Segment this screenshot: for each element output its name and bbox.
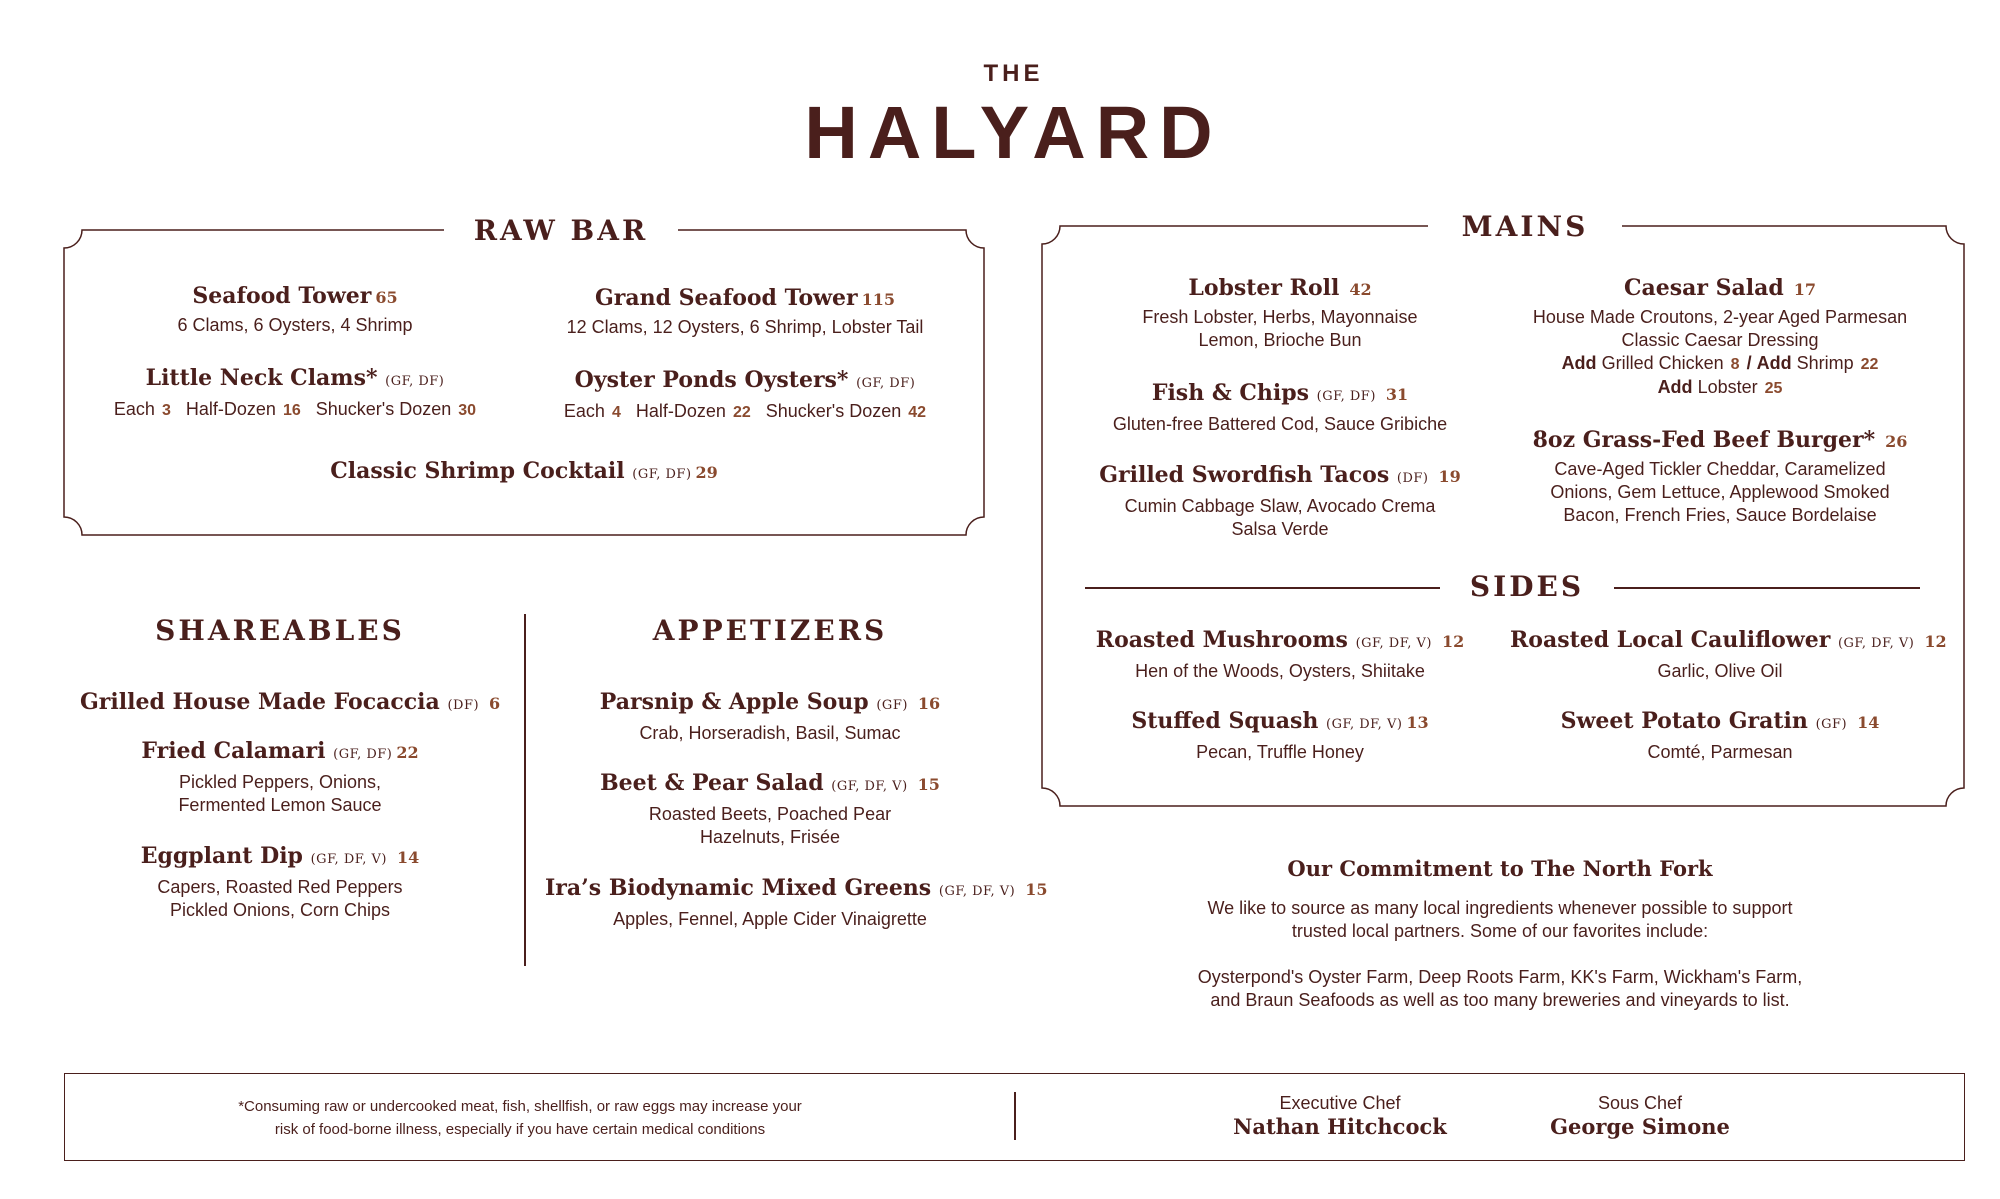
item-tag: (DF) xyxy=(1396,471,1429,486)
item-name: Beet & Pear Salad xyxy=(600,770,824,796)
sous-chef xyxy=(1500,1093,1780,1139)
addon-name: Lobster xyxy=(1697,377,1758,397)
item-price: 29 xyxy=(695,463,718,482)
portion-price: 22 xyxy=(732,404,751,421)
item-tag: (GF, DF, V) xyxy=(938,884,1016,899)
item-name: Caesar Salad xyxy=(1623,275,1784,301)
addon-price: 8 xyxy=(1730,356,1740,373)
item-price: 6 xyxy=(489,694,501,713)
item-desc: Apples, Fennel, Apple Cider Vinaigrette xyxy=(613,909,927,929)
shareables-appetizers-divider xyxy=(524,614,526,966)
biodynamic-mixed-greens xyxy=(545,874,1048,931)
item-name: Lobster Roll xyxy=(1188,275,1340,301)
item-name: Little Neck Clams* xyxy=(145,365,378,391)
item-price: 65 xyxy=(375,288,398,307)
item-name: Oyster Ponds Oysters* xyxy=(574,367,849,393)
portion-label: Half-Dozen xyxy=(185,399,276,419)
item-tag: (DF) xyxy=(447,698,480,713)
item-tag: (GF, DF) xyxy=(1316,389,1376,404)
sweet-potato-gratin xyxy=(1520,707,1920,764)
item-tag: (GF) xyxy=(876,698,908,713)
grilled-swordfish-tacos xyxy=(1080,461,1480,541)
logo-halyard: HALYARD xyxy=(804,91,1223,174)
executive-chef xyxy=(1200,1093,1480,1139)
beet-pear-salad xyxy=(570,769,970,849)
parsnip-apple-soup xyxy=(570,688,970,745)
item-price: 12 xyxy=(1924,632,1947,651)
lobster-roll xyxy=(1090,274,1470,352)
addon-price: 25 xyxy=(1764,380,1783,397)
commitment-title: Our Commitment to The North Fork xyxy=(1287,856,1713,881)
portion-label: Each xyxy=(113,399,155,419)
item-name: Fish & Chips xyxy=(1151,380,1309,406)
item-price: 13 xyxy=(1406,713,1429,732)
sides-title: SIDES xyxy=(1440,570,1614,603)
item-desc: Gluten-free Battered Cod, Sauce Gribiche xyxy=(1112,414,1448,434)
item-price: 15 xyxy=(1025,880,1048,899)
item-desc: Comté, Parmesan xyxy=(1647,742,1793,762)
item-price: 19 xyxy=(1438,467,1461,486)
item-desc: Lemon, Brioche Bun xyxy=(1198,330,1362,350)
commitment-section xyxy=(1120,856,1880,1012)
addon-name: Shrimp xyxy=(1796,353,1854,373)
shareables-title: SHAREABLES xyxy=(150,614,410,647)
chef-name: George Simone xyxy=(1550,1114,1730,1139)
portion-price: 30 xyxy=(458,402,477,419)
item-desc: 12 Clams, 12 Oysters, 6 Shrimp, Lobster Tail xyxy=(566,317,924,337)
logo-the: THE xyxy=(983,60,1044,87)
fish-and-chips xyxy=(1080,379,1480,436)
footer-divider xyxy=(1014,1092,1016,1140)
item-name: 8oz Grass-Fed Beef Burger* xyxy=(1532,427,1876,453)
item-name: Fried Calamari xyxy=(141,738,326,764)
item-price: 12 xyxy=(1441,632,1465,651)
portion-label: Shucker's Dozen xyxy=(765,401,902,421)
oyster-ponds-oysters xyxy=(555,366,935,424)
fried-calamari xyxy=(80,737,480,817)
chef-role: Executive Chef xyxy=(1279,1093,1401,1113)
item-desc: Fresh Lobster, Herbs, Mayonnaise xyxy=(1142,307,1418,327)
caesar-salad xyxy=(1510,274,1930,400)
item-price: 22 xyxy=(396,743,419,762)
item-price: 14 xyxy=(1857,713,1880,732)
item-name: Roasted Local Cauliflower xyxy=(1510,627,1831,653)
item-price: 16 xyxy=(917,694,941,713)
item-desc: Capers, Roasted Red Peppers xyxy=(157,877,403,897)
item-desc: Hazelnuts, Frisée xyxy=(699,827,841,847)
item-desc: Roasted Beets, Poached Pear xyxy=(648,804,892,824)
grand-seafood-tower xyxy=(545,284,945,339)
item-desc: Garlic, Olive Oil xyxy=(1657,661,1783,681)
item-tag: (GF, DF) xyxy=(856,376,916,391)
roasted-mushrooms xyxy=(1080,626,1480,683)
add-label: Add xyxy=(1561,353,1597,373)
item-desc: Pickled Peppers, Onions, xyxy=(178,772,382,792)
chef-role: Sous Chef xyxy=(1597,1093,1683,1113)
item-price: 15 xyxy=(917,775,940,794)
disclaimer-line: *Consuming raw or undercooked meat, fish, shellfish, or raw eggs may increase your xyxy=(238,1098,802,1115)
little-neck-clams xyxy=(100,364,490,422)
addon-separator: / xyxy=(1746,353,1752,373)
item-name: Parsnip & Apple Soup xyxy=(599,689,869,715)
item-name: Stuffed Squash xyxy=(1131,708,1319,734)
item-desc: Fermented Lemon Sauce xyxy=(178,795,382,815)
mains-title: MAINS xyxy=(1428,210,1622,243)
item-tag: (GF, DF) xyxy=(385,374,445,389)
item-desc: Onions, Gem Lettuce, Applewood Smoked xyxy=(1550,482,1890,502)
add-label: Add xyxy=(1756,353,1792,373)
item-price: 42 xyxy=(1349,280,1372,299)
disclaimer-line: risk of food-borne illness, especially if you have certain medical conditions xyxy=(274,1121,766,1138)
item-name: Grand Seafood Tower xyxy=(594,285,858,311)
grilled-house-focaccia xyxy=(80,688,501,720)
commitment-text: We like to source as many local ingredients whenever possible to support xyxy=(1207,898,1793,918)
item-tag: (GF, DF, V) xyxy=(310,852,387,867)
item-price: 14 xyxy=(396,848,420,867)
item-price: 26 xyxy=(1885,432,1908,451)
item-desc: Pickled Onions, Corn Chips xyxy=(169,900,391,920)
add-label: Add xyxy=(1657,377,1693,397)
classic-shrimp-cocktail xyxy=(324,457,724,489)
item-name: Sweet Potato Gratin xyxy=(1560,708,1808,734)
item-tag: (GF, DF) xyxy=(632,467,692,482)
addon-name: Grilled Chicken xyxy=(1601,353,1724,373)
item-desc: Salsa Verde xyxy=(1231,519,1329,539)
portion-label: Shucker's Dozen xyxy=(315,399,452,419)
item-name: Ira’s Biodynamic Mixed Greens xyxy=(545,875,932,901)
raw-bar-title: RAW BAR xyxy=(444,214,678,247)
portion-label: Each xyxy=(563,401,605,421)
commitment-text: and Braun Seafoods as well as too many breweries and vineyards to list. xyxy=(1210,990,1790,1010)
portion-price: 4 xyxy=(611,404,621,421)
appetizers-title: APPETIZERS xyxy=(630,614,910,647)
item-name: Roasted Mushrooms xyxy=(1095,627,1348,653)
item-tag: (GF, DF, V) xyxy=(1326,717,1403,732)
item-desc: Classic Caesar Dressing xyxy=(1621,330,1819,350)
eggplant-dip xyxy=(80,842,480,922)
item-desc: Crab, Horseradish, Basil, Sumac xyxy=(639,723,901,743)
item-desc: Bacon, French Fries, Sauce Bordelaise xyxy=(1563,505,1877,525)
item-desc: Cave-Aged Tickler Cheddar, Caramelized xyxy=(1554,459,1886,479)
item-desc: House Made Croutons, 2-year Aged Parmesan xyxy=(1532,307,1908,327)
item-desc: Hen of the Woods, Oysters, Shiitake xyxy=(1135,661,1425,681)
item-price: 115 xyxy=(861,290,896,309)
item-tag: (GF, DF, V) xyxy=(1837,636,1915,651)
seafood-tower xyxy=(140,282,450,337)
commitment-text: trusted local partners. Some of our favorites include: xyxy=(1291,921,1709,941)
item-desc: Cumin Cabbage Slaw, Avocado Crema xyxy=(1124,496,1436,516)
chef-name: Nathan Hitchcock xyxy=(1233,1114,1447,1139)
item-desc: Pecan, Truffle Honey xyxy=(1196,742,1364,762)
item-name: Seafood Tower xyxy=(192,283,372,309)
portion-price: 3 xyxy=(161,402,171,419)
item-name: Grilled Swordfish Tacos xyxy=(1099,462,1390,488)
stuffed-squash xyxy=(1080,707,1480,764)
roasted-local-cauliflower xyxy=(1510,626,1947,683)
addon-price: 22 xyxy=(1860,356,1879,373)
grass-fed-beef-burger xyxy=(1510,426,1930,527)
item-tag: (GF, DF, V) xyxy=(1355,636,1432,651)
raw-food-disclaimer xyxy=(150,1095,890,1141)
item-tag: (GF, DF, V) xyxy=(831,779,908,794)
portion-label: Half-Dozen xyxy=(635,401,726,421)
item-name: Grilled House Made Focaccia xyxy=(80,689,440,715)
item-tag: (GF) xyxy=(1815,717,1848,732)
item-price: 17 xyxy=(1793,280,1817,299)
portion-price: 16 xyxy=(282,402,301,419)
item-desc: 6 Clams, 6 Oysters, 4 Shrimp xyxy=(177,315,413,335)
commitment-text: Oysterpond's Oyster Farm, Deep Roots Farm, KK's Farm, Wickham's Farm, xyxy=(1197,967,1803,987)
portion-price: 42 xyxy=(908,404,927,421)
item-price: 31 xyxy=(1385,385,1409,404)
item-name: Classic Shrimp Cocktail xyxy=(330,458,625,484)
item-tag: (GF, DF) xyxy=(333,747,393,762)
item-name: Eggplant Dip xyxy=(140,843,303,869)
